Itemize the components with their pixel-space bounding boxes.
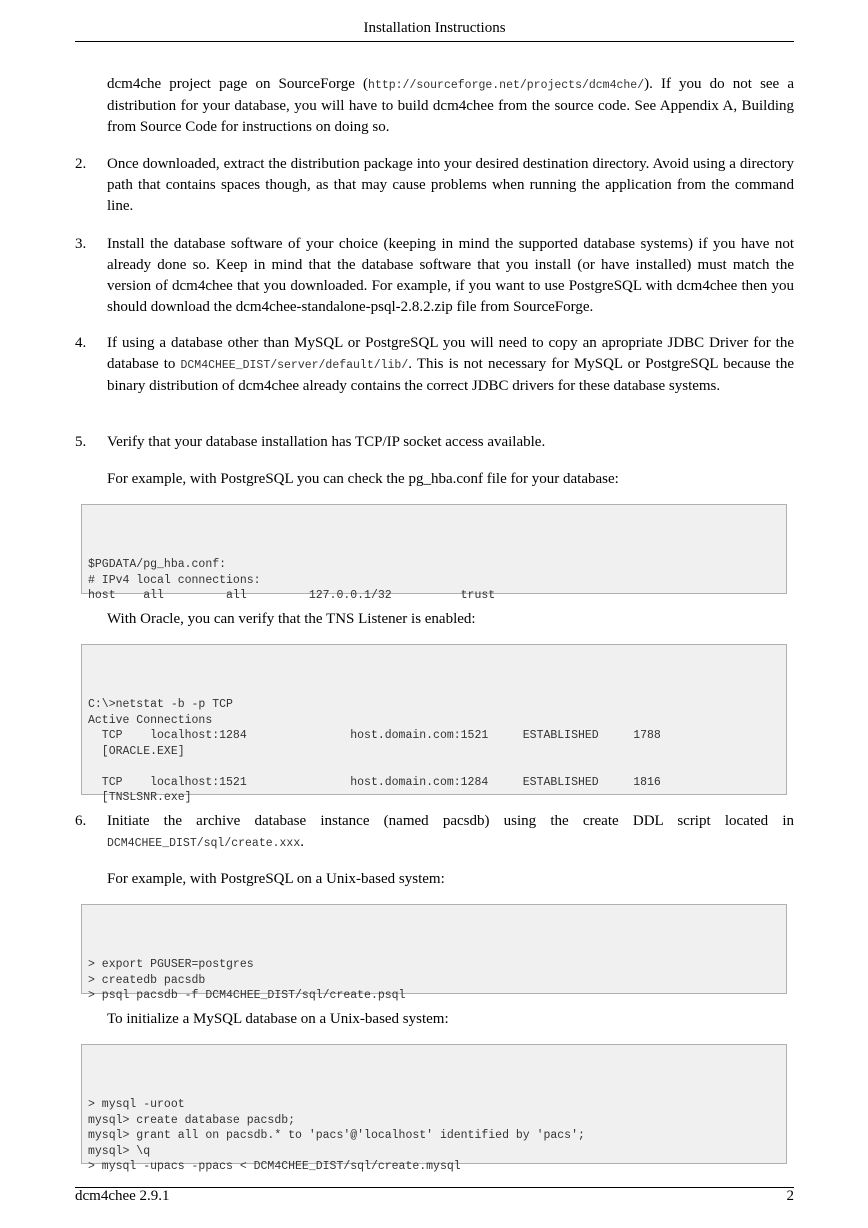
sourceforge-url: http://sourceforge.net/projects/dcm4che/ — [368, 79, 645, 92]
code-line: mysql> grant all on pacsdb.* to 'pacs'@'localhost' identified by 'pacs'; — [88, 1129, 585, 1142]
code-line: [ORACLE.EXE] — [88, 744, 185, 758]
item-6-path-end: . — [300, 834, 304, 850]
item-6-mysql-intro: To initialize a MySQL database on a Unix-based system: — [107, 1011, 449, 1027]
create-ddl-path: DCM4CHEE_DIST/sql/create.xxx — [107, 837, 301, 850]
oracle-netstat-code-block — [81, 644, 787, 804]
postgres-createdb-code-block — [81, 904, 787, 1002]
intro-text-b: ). If you do not see a distribution for your database, you will have to build dcm4chee from the source code. See Appendix A, Building from Source Code for instructions on doing so. — [107, 76, 794, 135]
code-line: mysql> \q — [88, 1144, 151, 1158]
code-line: > mysql -uroot — [88, 1098, 185, 1111]
code-line: > mysql -upacs -ppacs < DCM4CHEE_DIST/sql/create.mysql — [88, 1160, 461, 1173]
item-4-text-a: If using a database other than MySQL or PostgreSQL you will need to copy an apropriate JDBC Driver for the database to — [107, 335, 794, 372]
code-line: TCP localhost:1521 host.domain.com:1284 ESTABLISHED 1816 — [88, 775, 661, 789]
code-line: TCP localhost:1284 host.domain.com:1521 ESTABLISHED 1788 — [88, 729, 661, 742]
code-line: host all all 127.0.0.1/32 trust — [88, 589, 496, 602]
item-2-text: Once downloaded, extract the distribution package into your desired destination directory. Avoid using a directory path that contains spaces though, as that may cause problems when running the application from the command line. — [107, 156, 794, 214]
mysql-init-code-block — [81, 1044, 787, 1173]
item-6-text: Initiate the archive database instance (named pacsdb) using the create DDL script located in — [107, 813, 794, 829]
item-number-4: 4. — [75, 335, 87, 351]
code-line: > createdb pacsdb — [88, 973, 206, 987]
code-line: [TNSLSNR.exe] — [88, 791, 192, 804]
intro-paragraph — [107, 74, 794, 138]
code-line: Active Connections — [88, 713, 213, 727]
code-line: > psql pacsdb -f DCM4CHEE_DIST/sql/create.psql — [88, 989, 406, 1002]
running-header: Installation Instructions — [363, 20, 506, 36]
pg-hba-code-block — [81, 504, 787, 602]
code-line: # IPv4 local connections: — [88, 573, 261, 587]
item-6-pg-intro: For example, with PostgreSQL on a Unix-based system: — [107, 871, 445, 887]
page-number: 2 — [786, 1188, 794, 1204]
footer-rule — [75, 1187, 794, 1188]
footer-product: dcm4chee 2.9.1 — [75, 1188, 170, 1204]
code-line: $PGDATA/pg_hba.conf: — [88, 558, 227, 571]
item-4-text — [107, 333, 794, 397]
item-3-text: Install the database software of your choice (keeping in mind the supported database systems) if you have not already done so. Keep in mind that the database software that you install (or have installed) must match the version of dcm4chee that you downloaded. For example, if you want to use PostgreSQL with dcm4chee then you should download the dcm4chee-standalone-psql-2.8.2.zip file from SourceForge. — [107, 236, 794, 315]
item-number-6: 6. — [75, 813, 87, 829]
item-5-pg-intro: For example, with PostgreSQL you can check the pg_hba.conf file for your database: — [107, 471, 619, 487]
intro-text-a: dcm4che project page on SourceForge ( — [107, 76, 369, 92]
item-6-path-line — [107, 832, 794, 854]
item-number-5: 5. — [75, 434, 87, 450]
jdbc-lib-path: DCM4CHEE_DIST/server/default/lib/ — [180, 359, 409, 372]
item-5-text: Verify that your database installation has TCP/IP socket access available. — [107, 434, 546, 450]
header-rule — [75, 41, 794, 42]
item-number-3: 3. — [75, 236, 87, 252]
code-line: C:\>netstat -b -p TCP — [88, 698, 233, 711]
item-number-2: 2. — [75, 156, 87, 172]
code-line: mysql> create database pacsdb; — [88, 1113, 296, 1127]
item-5-oracle-intro: With Oracle, you can verify that the TNS Listener is enabled: — [107, 611, 476, 627]
item-4-text-b: . This is not necessary for MySQL or PostgreSQL because the binary distribution of dcm4chee already contains the correct JDBC drivers for these database systems. — [107, 356, 794, 394]
code-line: > export PGUSER=postgres — [88, 958, 254, 971]
code-line — [88, 759, 780, 775]
